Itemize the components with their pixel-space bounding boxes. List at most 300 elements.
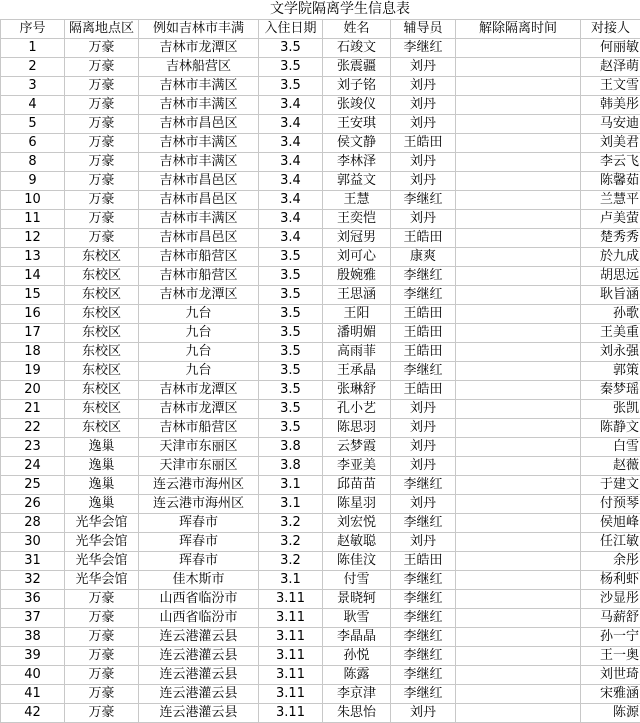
cell-name[interactable]: 赵敏聪 xyxy=(323,533,391,552)
cell-index[interactable]: 38 xyxy=(1,628,65,647)
cell-release-time[interactable] xyxy=(456,191,581,210)
cell-index[interactable]: 37 xyxy=(1,609,65,628)
cell-index[interactable]: 21 xyxy=(1,400,65,419)
cell-counselor[interactable]: 刘丹 xyxy=(391,704,456,723)
cell-area[interactable]: 九台 xyxy=(139,343,259,362)
cell-contact[interactable]: 沙显彤 xyxy=(581,590,640,609)
cell-index[interactable]: 10 xyxy=(1,191,65,210)
cell-area[interactable]: 山西省临汾市 xyxy=(139,590,259,609)
cell-date[interactable]: 3.5 xyxy=(259,362,323,381)
cell-name[interactable]: 高雨菲 xyxy=(323,343,391,362)
cell-area[interactable]: 九台 xyxy=(139,305,259,324)
cell-index[interactable]: 41 xyxy=(1,685,65,704)
cell-contact[interactable]: 陈源 xyxy=(581,704,640,723)
cell-location[interactable]: 万豪 xyxy=(65,609,139,628)
cell-release-time[interactable] xyxy=(456,552,581,571)
cell-date[interactable]: 3.11 xyxy=(259,647,323,666)
cell-location[interactable]: 东校区 xyxy=(65,324,139,343)
cell-counselor[interactable]: 刘丹 xyxy=(391,419,456,438)
cell-contact[interactable]: 兰慧平 xyxy=(581,191,640,210)
cell-date[interactable]: 3.5 xyxy=(259,343,323,362)
cell-name[interactable]: 付雪 xyxy=(323,571,391,590)
cell-date[interactable]: 3.5 xyxy=(259,39,323,58)
cell-release-time[interactable] xyxy=(456,438,581,457)
cell-release-time[interactable] xyxy=(456,305,581,324)
cell-area[interactable]: 吉林市龙潭区 xyxy=(139,381,259,400)
table-row xyxy=(1,267,640,286)
cell-area[interactable]: 连云港市海州区 xyxy=(139,495,259,514)
cell-name[interactable]: 朱思怡 xyxy=(323,704,391,723)
cell-location[interactable]: 万豪 xyxy=(65,704,139,723)
cell-release-time[interactable] xyxy=(456,476,581,495)
cell-counselor[interactable]: 李继红 xyxy=(391,609,456,628)
cell-release-time[interactable] xyxy=(456,419,581,438)
cell-date[interactable]: 3.5 xyxy=(259,248,323,267)
cell-counselor[interactable]: 李继红 xyxy=(391,666,456,685)
cell-area[interactable]: 吉林市昌邑区 xyxy=(139,191,259,210)
cell-release-time[interactable] xyxy=(456,172,581,191)
cell-release-time[interactable] xyxy=(456,495,581,514)
cell-counselor[interactable]: 李继红 xyxy=(391,362,456,381)
cell-contact[interactable]: 陈馨茹 xyxy=(581,172,640,191)
cell-area[interactable]: 吉林市船营区 xyxy=(139,248,259,267)
cell-area[interactable]: 吉林市昌邑区 xyxy=(139,172,259,191)
col-header-name[interactable]: 姓名 xyxy=(323,20,391,39)
cell-location[interactable]: 万豪 xyxy=(65,210,139,229)
cell-name[interactable]: 孔小艺 xyxy=(323,400,391,419)
cell-release-time[interactable] xyxy=(456,267,581,286)
cell-name[interactable]: 刘可心 xyxy=(323,248,391,267)
cell-date[interactable]: 3.4 xyxy=(259,153,323,172)
cell-name[interactable]: 李京津 xyxy=(323,685,391,704)
cell-name[interactable]: 殷婉雅 xyxy=(323,267,391,286)
cell-name[interactable]: 陈佳汶 xyxy=(323,552,391,571)
cell-index[interactable]: 23 xyxy=(1,438,65,457)
table-row xyxy=(1,552,640,571)
cell-release-time[interactable] xyxy=(456,590,581,609)
col-header-area[interactable]: 例如吉林市丰满 xyxy=(139,20,259,39)
cell-location[interactable]: 万豪 xyxy=(65,685,139,704)
cell-release-time[interactable] xyxy=(456,115,581,134)
cell-contact[interactable]: 任江敏 xyxy=(581,533,640,552)
col-header-location[interactable]: 隔离地点区 xyxy=(65,20,139,39)
cell-index[interactable]: 32 xyxy=(1,571,65,590)
cell-index[interactable]: 40 xyxy=(1,666,65,685)
cell-release-time[interactable] xyxy=(456,58,581,77)
cell-index[interactable]: 20 xyxy=(1,381,65,400)
cell-date[interactable]: 3.5 xyxy=(259,400,323,419)
cell-contact[interactable]: 赵泽萌 xyxy=(581,58,640,77)
cell-release-time[interactable] xyxy=(456,210,581,229)
cell-area[interactable]: 珲春市 xyxy=(139,552,259,571)
cell-area[interactable]: 吉林市昌邑区 xyxy=(139,115,259,134)
cell-contact[interactable]: 刘永强 xyxy=(581,343,640,362)
cell-index[interactable]: 42 xyxy=(1,704,65,723)
cell-contact[interactable]: 耿旨涵 xyxy=(581,286,640,305)
cell-counselor[interactable]: 刘丹 xyxy=(391,533,456,552)
cell-area[interactable]: 吉林市丰满区 xyxy=(139,96,259,115)
cell-counselor[interactable]: 王皓田 xyxy=(391,552,456,571)
cell-counselor[interactable]: 王皓田 xyxy=(391,324,456,343)
cell-counselor[interactable]: 康爽 xyxy=(391,248,456,267)
cell-release-time[interactable] xyxy=(456,400,581,419)
cell-name[interactable]: 陈思羽 xyxy=(323,419,391,438)
cell-counselor[interactable]: 李继红 xyxy=(391,628,456,647)
cell-counselor[interactable]: 刘丹 xyxy=(391,153,456,172)
cell-location[interactable]: 万豪 xyxy=(65,172,139,191)
cell-index[interactable]: 3 xyxy=(1,77,65,96)
cell-counselor[interactable]: 李继红 xyxy=(391,191,456,210)
cell-release-time[interactable] xyxy=(456,324,581,343)
cell-area[interactable]: 天津市东丽区 xyxy=(139,438,259,457)
cell-location[interactable]: 万豪 xyxy=(65,39,139,58)
cell-location[interactable]: 东校区 xyxy=(65,381,139,400)
cell-index[interactable]: 19 xyxy=(1,362,65,381)
cell-counselor[interactable]: 李继红 xyxy=(391,39,456,58)
cell-counselor[interactable]: 李继红 xyxy=(391,590,456,609)
cell-date[interactable]: 3.5 xyxy=(259,305,323,324)
cell-location[interactable]: 万豪 xyxy=(65,96,139,115)
cell-counselor[interactable]: 刘丹 xyxy=(391,438,456,457)
cell-date[interactable]: 3.5 xyxy=(259,77,323,96)
cell-date[interactable]: 3.5 xyxy=(259,286,323,305)
cell-release-time[interactable] xyxy=(456,362,581,381)
cell-location[interactable]: 万豪 xyxy=(65,666,139,685)
cell-counselor[interactable]: 王皓田 xyxy=(391,134,456,153)
cell-location[interactable]: 东校区 xyxy=(65,286,139,305)
cell-date[interactable]: 3.5 xyxy=(259,419,323,438)
cell-release-time[interactable] xyxy=(456,685,581,704)
cell-date[interactable]: 3.4 xyxy=(259,210,323,229)
cell-location[interactable]: 万豪 xyxy=(65,628,139,647)
cell-counselor[interactable]: 李继红 xyxy=(391,647,456,666)
cell-release-time[interactable] xyxy=(456,647,581,666)
cell-date[interactable]: 3.1 xyxy=(259,571,323,590)
cell-contact[interactable]: 王文雪 xyxy=(581,77,640,96)
cell-contact[interactable]: 李云飞 xyxy=(581,153,640,172)
cell-contact[interactable]: 于建文 xyxy=(581,476,640,495)
table-row xyxy=(1,39,640,58)
cell-name[interactable]: 刘宏悦 xyxy=(323,514,391,533)
cell-area[interactable]: 吉林市丰满区 xyxy=(139,210,259,229)
cell-index[interactable]: 15 xyxy=(1,286,65,305)
cell-contact[interactable]: 王美重 xyxy=(581,324,640,343)
cell-area[interactable]: 连云港市海州区 xyxy=(139,476,259,495)
cell-counselor[interactable]: 李继红 xyxy=(391,286,456,305)
cell-name[interactable]: 邱苗苗 xyxy=(323,476,391,495)
cell-release-time[interactable] xyxy=(456,571,581,590)
cell-location[interactable]: 万豪 xyxy=(65,153,139,172)
cell-release-time[interactable] xyxy=(456,628,581,647)
cell-date[interactable]: 3.2 xyxy=(259,514,323,533)
cell-area[interactable]: 吉林市昌邑区 xyxy=(139,229,259,248)
cell-date[interactable]: 3.4 xyxy=(259,96,323,115)
cell-area[interactable]: 连云港灌云县 xyxy=(139,628,259,647)
cell-contact[interactable]: 卢美萤 xyxy=(581,210,640,229)
cell-counselor[interactable]: 李继红 xyxy=(391,514,456,533)
cell-contact[interactable]: 张凯 xyxy=(581,400,640,419)
cell-release-time[interactable] xyxy=(456,609,581,628)
cell-date[interactable]: 3.4 xyxy=(259,115,323,134)
cell-name[interactable]: 云梦霞 xyxy=(323,438,391,457)
cell-release-time[interactable] xyxy=(456,666,581,685)
cell-area[interactable]: 吉林市丰满区 xyxy=(139,77,259,96)
cell-counselor[interactable]: 刘丹 xyxy=(391,115,456,134)
col-header-index[interactable]: 序号 xyxy=(1,20,65,39)
cell-contact[interactable]: 秦梦瑶 xyxy=(581,381,640,400)
cell-area[interactable]: 吉林市龙潭区 xyxy=(139,400,259,419)
cell-contact[interactable]: 付预琴 xyxy=(581,495,640,514)
cell-name[interactable]: 陈星羽 xyxy=(323,495,391,514)
cell-location[interactable]: 东校区 xyxy=(65,419,139,438)
col-header-contact[interactable]: 对接人 xyxy=(581,20,640,39)
cell-release-time[interactable] xyxy=(456,248,581,267)
cell-index[interactable]: 26 xyxy=(1,495,65,514)
cell-name[interactable]: 王安琪 xyxy=(323,115,391,134)
cell-release-time[interactable] xyxy=(456,343,581,362)
cell-index[interactable]: 28 xyxy=(1,514,65,533)
cell-area[interactable]: 吉林市丰满区 xyxy=(139,134,259,153)
cell-location[interactable]: 万豪 xyxy=(65,229,139,248)
cell-location[interactable]: 光华会馆 xyxy=(65,571,139,590)
cell-index[interactable]: 25 xyxy=(1,476,65,495)
cell-release-time[interactable] xyxy=(456,514,581,533)
cell-counselor[interactable]: 刘丹 xyxy=(391,210,456,229)
cell-name[interactable]: 王慧 xyxy=(323,191,391,210)
cell-date[interactable]: 3.4 xyxy=(259,191,323,210)
cell-area[interactable]: 吉林市丰满区 xyxy=(139,153,259,172)
cell-area[interactable]: 九台 xyxy=(139,362,259,381)
cell-index[interactable]: 12 xyxy=(1,229,65,248)
cell-name[interactable]: 张竣仪 xyxy=(323,96,391,115)
cell-name[interactable]: 郭益文 xyxy=(323,172,391,191)
cell-counselor[interactable]: 刘丹 xyxy=(391,400,456,419)
cell-name[interactable]: 李林泽 xyxy=(323,153,391,172)
cell-area[interactable]: 吉林市船营区 xyxy=(139,267,259,286)
cell-contact[interactable]: 白雪 xyxy=(581,438,640,457)
cell-date[interactable]: 3.5 xyxy=(259,267,323,286)
cell-location[interactable]: 万豪 xyxy=(65,115,139,134)
cell-date[interactable]: 3.5 xyxy=(259,58,323,77)
cell-area[interactable]: 九台 xyxy=(139,324,259,343)
cell-index[interactable]: 30 xyxy=(1,533,65,552)
cell-location[interactable]: 东校区 xyxy=(65,305,139,324)
cell-area[interactable]: 连云港灌云县 xyxy=(139,685,259,704)
cell-name[interactable]: 陈露 xyxy=(323,666,391,685)
cell-location[interactable]: 光华会馆 xyxy=(65,533,139,552)
cell-area[interactable]: 山西省临汾市 xyxy=(139,609,259,628)
cell-location[interactable]: 东校区 xyxy=(65,343,139,362)
cell-contact[interactable]: 楚秀秀 xyxy=(581,229,640,248)
cell-date[interactable]: 3.4 xyxy=(259,134,323,153)
cell-counselor[interactable]: 王皓田 xyxy=(391,343,456,362)
cell-area[interactable]: 吉林市船营区 xyxy=(139,419,259,438)
cell-location[interactable]: 万豪 xyxy=(65,77,139,96)
cell-index[interactable]: 24 xyxy=(1,457,65,476)
cell-index[interactable]: 11 xyxy=(1,210,65,229)
cell-contact[interactable]: 陈静文 xyxy=(581,419,640,438)
cell-date[interactable]: 3.1 xyxy=(259,476,323,495)
cell-contact[interactable]: 侯旭峰 xyxy=(581,514,640,533)
cell-date[interactable]: 3.11 xyxy=(259,704,323,723)
col-header-date[interactable]: 入住日期 xyxy=(259,20,323,39)
cell-name[interactable]: 景晓轲 xyxy=(323,590,391,609)
cell-location[interactable]: 光华会馆 xyxy=(65,514,139,533)
cell-location[interactable]: 万豪 xyxy=(65,191,139,210)
cell-index[interactable]: 1 xyxy=(1,39,65,58)
cell-index[interactable]: 18 xyxy=(1,343,65,362)
cell-contact[interactable]: 杨利虾 xyxy=(581,571,640,590)
cell-location[interactable]: 万豪 xyxy=(65,647,139,666)
cell-name[interactable]: 石竣文 xyxy=(323,39,391,58)
cell-location[interactable]: 万豪 xyxy=(65,134,139,153)
cell-location[interactable]: 东校区 xyxy=(65,267,139,286)
cell-location[interactable]: 逸巢 xyxy=(65,476,139,495)
cell-area[interactable]: 珲春市 xyxy=(139,533,259,552)
cell-location[interactable]: 逸巢 xyxy=(65,438,139,457)
cell-counselor[interactable]: 刘丹 xyxy=(391,172,456,191)
cell-name[interactable]: 李晶晶 xyxy=(323,628,391,647)
cell-date[interactable]: 3.11 xyxy=(259,685,323,704)
cell-index[interactable]: 4 xyxy=(1,96,65,115)
cell-area[interactable]: 连云港灌云县 xyxy=(139,666,259,685)
cell-release-time[interactable] xyxy=(456,704,581,723)
cell-contact[interactable]: 宋雅涵 xyxy=(581,685,640,704)
cell-date[interactable]: 3.5 xyxy=(259,324,323,343)
cell-contact[interactable]: 於九成 xyxy=(581,248,640,267)
cell-location[interactable]: 逸巢 xyxy=(65,457,139,476)
cell-name[interactable]: 张震疆 xyxy=(323,58,391,77)
cell-counselor[interactable]: 王皓田 xyxy=(391,381,456,400)
table-row xyxy=(1,77,640,96)
cell-date[interactable]: 3.4 xyxy=(259,229,323,248)
cell-index[interactable]: 6 xyxy=(1,134,65,153)
cell-release-time[interactable] xyxy=(456,381,581,400)
cell-name[interactable]: 潘明媚 xyxy=(323,324,391,343)
cell-location[interactable]: 光华会馆 xyxy=(65,552,139,571)
col-header-release[interactable]: 解除隔离时间 xyxy=(456,20,581,39)
cell-location[interactable]: 万豪 xyxy=(65,590,139,609)
cell-release-time[interactable] xyxy=(456,457,581,476)
cell-location[interactable]: 万豪 xyxy=(65,58,139,77)
cell-location[interactable]: 东校区 xyxy=(65,248,139,267)
cell-date[interactable]: 3.11 xyxy=(259,628,323,647)
cell-area[interactable]: 吉林市龙潭区 xyxy=(139,39,259,58)
cell-contact[interactable]: 郭策 xyxy=(581,362,640,381)
cell-contact[interactable]: 韩美彤 xyxy=(581,96,640,115)
cell-contact[interactable]: 孙歌 xyxy=(581,305,640,324)
cell-date[interactable]: 3.2 xyxy=(259,552,323,571)
cell-index[interactable]: 2 xyxy=(1,58,65,77)
cell-area[interactable]: 珲春市 xyxy=(139,514,259,533)
cell-counselor[interactable]: 李继红 xyxy=(391,267,456,286)
cell-counselor[interactable]: 刘丹 xyxy=(391,495,456,514)
cell-counselor[interactable]: 刘丹 xyxy=(391,77,456,96)
cell-name[interactable]: 刘子铭 xyxy=(323,77,391,96)
cell-date[interactable]: 3.8 xyxy=(259,457,323,476)
cell-index[interactable]: 39 xyxy=(1,647,65,666)
cell-counselor[interactable]: 李继红 xyxy=(391,685,456,704)
cell-release-time[interactable] xyxy=(456,153,581,172)
cell-location[interactable]: 逸巢 xyxy=(65,495,139,514)
cell-contact[interactable]: 刘美君 xyxy=(581,134,640,153)
cell-counselor[interactable]: 王皓田 xyxy=(391,305,456,324)
cell-release-time[interactable] xyxy=(456,96,581,115)
cell-release-time[interactable] xyxy=(456,286,581,305)
cell-date[interactable]: 3.11 xyxy=(259,609,323,628)
cell-contact[interactable]: 马薪舒 xyxy=(581,609,640,628)
cell-index[interactable]: 9 xyxy=(1,172,65,191)
cell-contact[interactable]: 赵薇 xyxy=(581,457,640,476)
cell-counselor[interactable]: 王皓田 xyxy=(391,229,456,248)
cell-location[interactable]: 东校区 xyxy=(65,362,139,381)
cell-contact[interactable]: 马安迪 xyxy=(581,115,640,134)
cell-area[interactable]: 佳木斯市 xyxy=(139,571,259,590)
cell-index[interactable]: 13 xyxy=(1,248,65,267)
col-header-counselor[interactable]: 辅导员 xyxy=(391,20,456,39)
cell-contact[interactable]: 王一奥 xyxy=(581,647,640,666)
cell-area[interactable]: 连云港灌云县 xyxy=(139,704,259,723)
cell-index[interactable]: 31 xyxy=(1,552,65,571)
cell-counselor[interactable]: 刘丹 xyxy=(391,96,456,115)
cell-counselor[interactable]: 李继红 xyxy=(391,476,456,495)
cell-contact[interactable]: 何丽敏 xyxy=(581,39,640,58)
cell-contact[interactable]: 胡思远 xyxy=(581,267,640,286)
cell-index[interactable]: 16 xyxy=(1,305,65,324)
cell-area[interactable]: 天津市东丽区 xyxy=(139,457,259,476)
cell-counselor[interactable]: 刘丹 xyxy=(391,457,456,476)
cell-name[interactable]: 李亚美 xyxy=(323,457,391,476)
cell-contact[interactable]: 刘世琦 xyxy=(581,666,640,685)
cell-index[interactable]: 17 xyxy=(1,324,65,343)
cell-index[interactable]: 5 xyxy=(1,115,65,134)
cell-name[interactable]: 王奕恺 xyxy=(323,210,391,229)
cell-index[interactable]: 14 xyxy=(1,267,65,286)
cell-release-time[interactable] xyxy=(456,39,581,58)
cell-counselor[interactable]: 刘丹 xyxy=(391,58,456,77)
cell-counselor[interactable]: 李继红 xyxy=(391,571,456,590)
cell-name[interactable]: 耿雪 xyxy=(323,609,391,628)
cell-date[interactable]: 3.8 xyxy=(259,438,323,457)
cell-contact[interactable]: 孙一宁 xyxy=(581,628,640,647)
cell-date[interactable]: 3.2 xyxy=(259,533,323,552)
cell-name[interactable]: 侯文静 xyxy=(323,134,391,153)
cell-index[interactable]: 22 xyxy=(1,419,65,438)
cell-name[interactable]: 刘冠男 xyxy=(323,229,391,248)
cell-contact[interactable]: 余彤 xyxy=(581,552,640,571)
cell-name[interactable]: 王承晶 xyxy=(323,362,391,381)
cell-release-time[interactable] xyxy=(456,533,581,552)
cell-index[interactable]: 36 xyxy=(1,590,65,609)
cell-release-time[interactable] xyxy=(456,229,581,248)
cell-date[interactable]: 3.11 xyxy=(259,590,323,609)
cell-index[interactable]: 8 xyxy=(1,153,65,172)
cell-date[interactable]: 3.4 xyxy=(259,172,323,191)
cell-area[interactable]: 吉林市龙潭区 xyxy=(139,286,259,305)
cell-date[interactable]: 3.11 xyxy=(259,666,323,685)
cell-area[interactable]: 连云港灌云县 xyxy=(139,647,259,666)
cell-name[interactable]: 王阳 xyxy=(323,305,391,324)
cell-area[interactable]: 吉林船营区 xyxy=(139,58,259,77)
cell-date[interactable]: 3.1 xyxy=(259,495,323,514)
cell-location[interactable]: 东校区 xyxy=(65,400,139,419)
cell-name[interactable]: 孙悦 xyxy=(323,647,391,666)
cell-name[interactable]: 张琳舒 xyxy=(323,381,391,400)
cell-name[interactable]: 王思涵 xyxy=(323,286,391,305)
cell-release-time[interactable] xyxy=(456,134,581,153)
cell-date[interactable]: 3.5 xyxy=(259,381,323,400)
cell-release-time[interactable] xyxy=(456,77,581,96)
